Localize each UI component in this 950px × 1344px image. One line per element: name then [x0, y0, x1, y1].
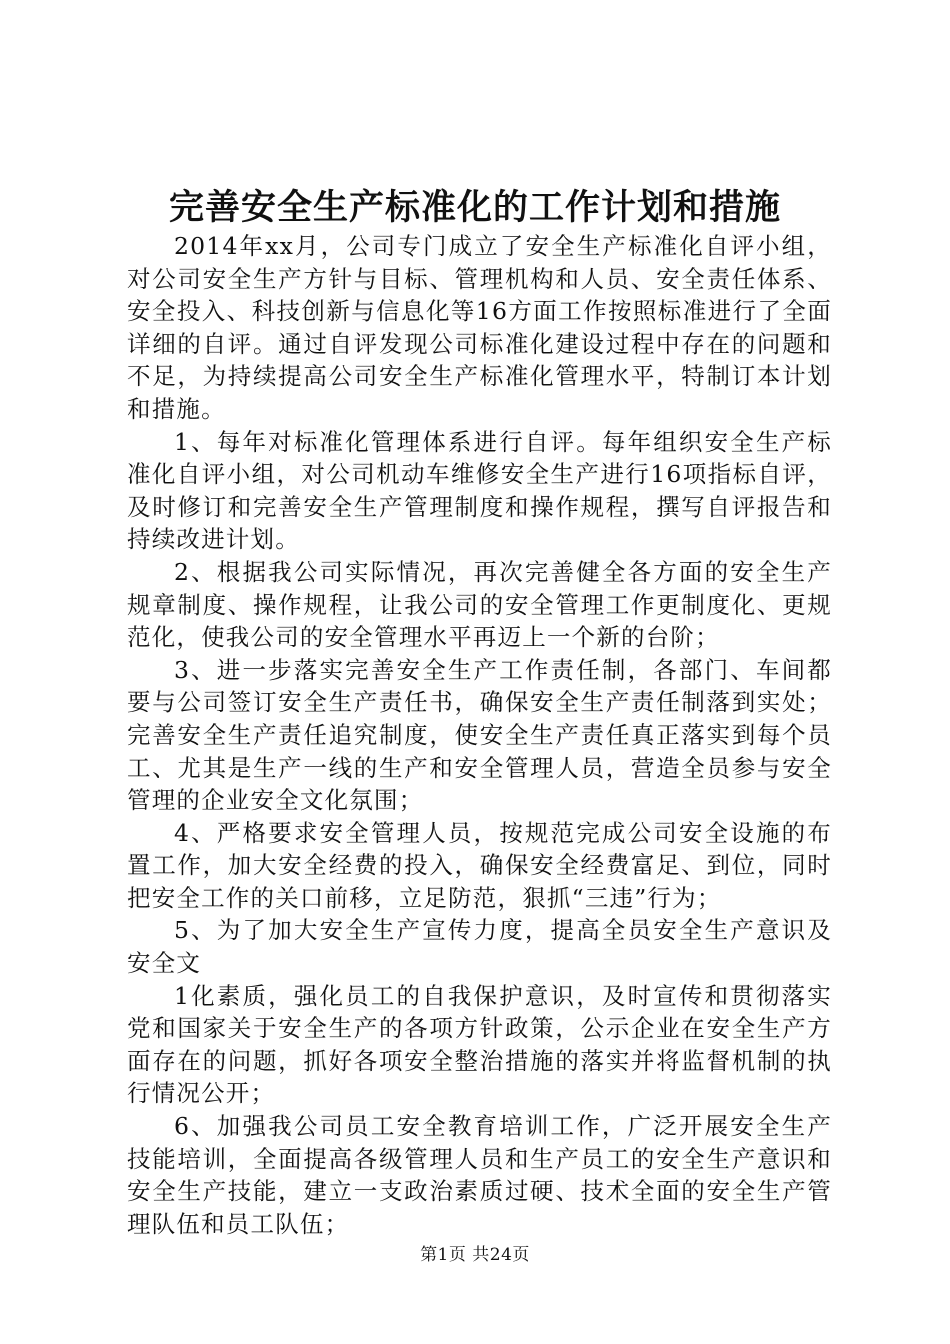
paragraph-item-5: 5、为了加大安全生产宣传力度，提高全员安全生产意识及安全文 — [127, 916, 832, 978]
paragraph-item-3: 3、进一步落实完善安全生产工作责任制，各部门、车间都要与公司签订安全生产责任书，确保安全生产责任制落到实处；完善安全生产责任追究制度，使安全生产责任真正落实到每个员工、尤其是生产一线的生产和安全管理人员，营造全员参与安全管理的企业安全文化氛围； — [127, 655, 832, 815]
paragraph-item-1: 1、每年对标准化管理体系进行自评。每年组织安全生产标准化自评小组，对公司机动车维修安全生产进行16项指标自评，及时修订和完善安全生产管理制度和操作规程，撰写自评报告和持续改进计划。 — [127, 427, 832, 554]
paragraph-item-5-continued: 1化素质，强化员工的自我保护意识，及时宣传和贯彻落实党和国家关于安全生产的各项方针政策，公示企业在安全生产方面存在的问题，抓好各项安全整治措施的落实并将监督机制的执行情况公开； — [127, 981, 832, 1108]
paragraph-intro: 2014年xx月，公司专门成立了安全生产标准化自评小组，对公司安全生产方针与目标、管理机构和人员、安全责任体系、安全投入、科技创新与信息化等16方面工作按照标准进行了全面详细的自评。通过自评发现公司标准化建设过程中存在的问题和不足，为持续提高公司安全生产标准化管理水平，特制订本计划和措施。 — [127, 232, 832, 423]
document-body — [127, 230, 832, 1240]
paragraph-item-6: 6、加强我公司员工安全教育培训工作，广泛开展安全生产技能培训，全面提高各级管理人员和生产员工的安全生产意识和安全生产技能，建立一支政治素质过硬、技术全面的安全生产管理队伍和员工队伍； — [127, 1112, 832, 1238]
page-footer: 第1页 共24页 — [420, 1245, 530, 1265]
paragraph-item-4: 4、严格要求安全管理人员，按规范完成公司安全设施的布置工作，加大安全经费的投入，确保安全经费富足、到位，同时把安全工作的关口前移，立足防范，狠抓“三违”行为； — [127, 818, 832, 912]
paragraph-item-2: 2、根据我公司实际情况，再次完善健全各方面的安全生产规章制度、操作规程，让我公司的安全管理工作更制度化、更规范化，使我公司的安全管理水平再迈上一个新的台阶； — [127, 557, 832, 652]
document-title: 完善安全生产标准化的工作计划和措施 — [168, 187, 781, 228]
